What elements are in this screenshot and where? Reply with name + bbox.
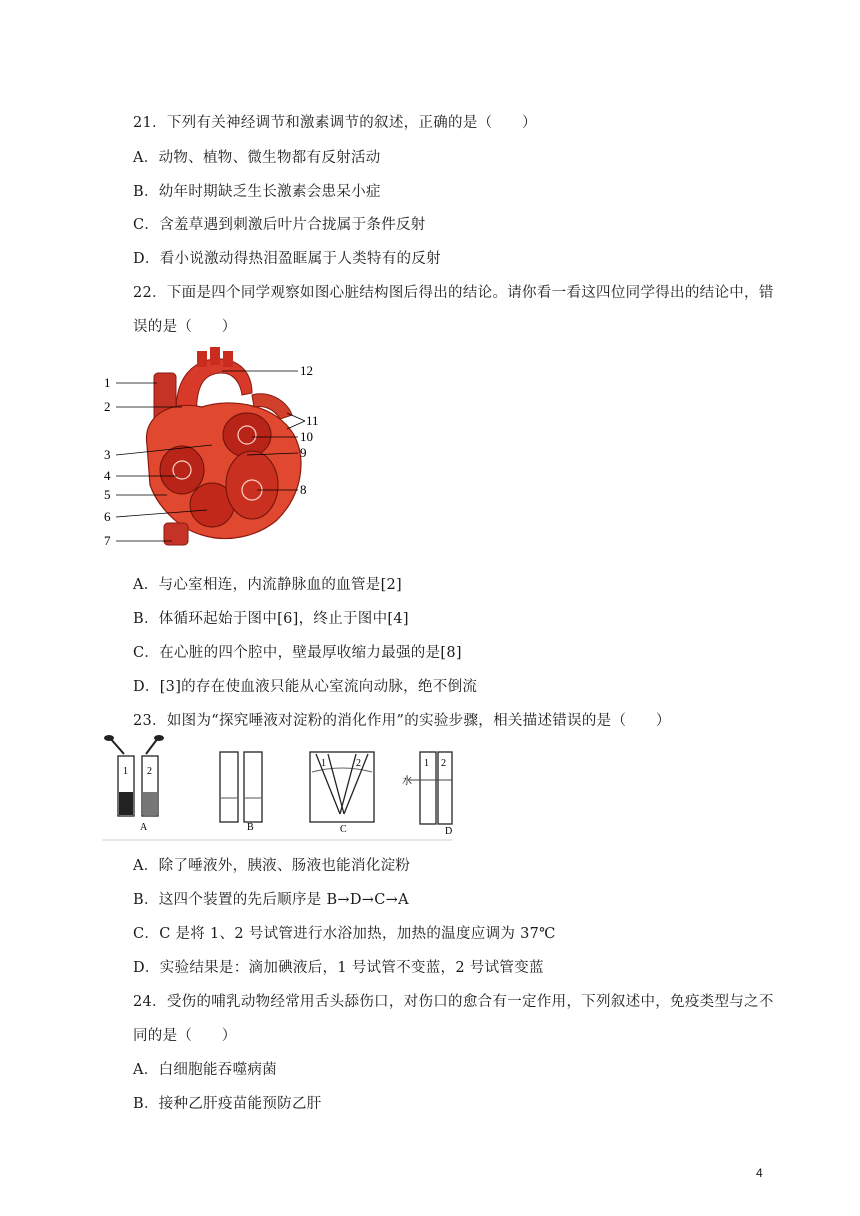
tube-label-d2: 2 — [441, 758, 446, 769]
tube-label-d1: 1 — [424, 758, 429, 769]
heart-label-5: 5 — [104, 487, 111, 502]
water-label: 水 — [402, 776, 412, 787]
q23-option-b: B．这四个装置的先后顺序是 B→D→C→A — [133, 892, 409, 908]
tube-label-a2: 2 — [147, 766, 152, 777]
q22-option-b: B．体循环起始于图中[6]，终止于图中[4] — [133, 611, 409, 627]
q22-option-c: C．在心脏的四个腔中，壁最厚收缩力最强的是[8] — [133, 645, 462, 661]
heart-diagram — [102, 345, 324, 553]
q22-option-a: A．与心室相连，内流静脉血的血管是[2] — [133, 577, 403, 593]
heart-label-3: 3 — [104, 447, 111, 462]
q24-stem-line1: 24．受伤的哺乳动物经常用舌头舔伤口，对伤口的愈合有一定作用，下列叙述中，免疫类型与之不 — [133, 994, 774, 1010]
heart-label-4: 4 — [104, 468, 111, 483]
setup-label-d: D — [445, 826, 453, 837]
q24-stem-line2: 同的是（ ） — [133, 1028, 237, 1044]
q21-option-b: B．幼年时期缺乏生长激素会患呆小症 — [133, 184, 381, 200]
q22-option-d: D．[3]的存在使血液只能从心室流向动脉，绝不倒流 — [133, 679, 478, 695]
heart-label-12: 12 — [300, 363, 313, 378]
q24-option-a: A．白细胞能吞噬病菌 — [133, 1062, 277, 1078]
q23-stem: 23．如图为“探究唾液对淀粉的消化作用”的实验步骤，相关描述错误的是（ ） — [133, 713, 671, 729]
heart-label-11: 11 — [306, 413, 319, 428]
heart-label-9: 9 — [300, 445, 307, 460]
heart-label-7: 7 — [104, 533, 111, 548]
heart-label-2: 2 — [104, 399, 111, 414]
q22-stem-line2: 误的是（ ） — [133, 319, 237, 335]
heart-label-1: 1 — [104, 375, 111, 390]
heart-label-10: 10 — [300, 429, 313, 444]
q21-option-d: D．看小说激动得热泪盈眶属于人类特有的反射 — [133, 251, 441, 267]
q23-option-a: A．除了唾液外，胰液、肠液也能消化淀粉 — [133, 858, 411, 874]
q23-option-c: C．C 是将 1、2 号试管进行水浴加热，加热的温度应调为 37℃ — [133, 926, 556, 942]
q21-option-c: C．含羞草遇到刺激后叶片合拢属于条件反射 — [133, 217, 426, 233]
tube-label-c2: 2 — [356, 758, 361, 769]
q22-stem-line1: 22．下面是四个同学观察如图心脏结构图后得出的结论。请你看一看这四位同学得出的结论中，错 — [133, 285, 774, 301]
experiment-figure — [102, 734, 454, 842]
q21-stem: 21．下列有关神经调节和激素调节的叙述，正确的是（ ） — [133, 115, 537, 131]
q21-option-a: A．动物、植物、微生物都有反射活动 — [133, 150, 381, 166]
page-number: 4 — [756, 1166, 763, 1180]
setup-label-b: B — [247, 822, 254, 833]
setup-label-a: A — [140, 822, 148, 833]
q23-option-d: D．实验结果是：滴加碘液后，1 号试管不变蓝，2 号试管变蓝 — [133, 960, 544, 976]
setup-label-c: C — [340, 824, 347, 835]
tube-label-c1: 1 — [321, 758, 326, 769]
heart-label-6: 6 — [104, 509, 111, 524]
heart-label-8: 8 — [300, 482, 307, 497]
q24-option-b: B．接种乙肝疫苗能预防乙肝 — [133, 1096, 322, 1112]
tube-label-a1: 1 — [123, 766, 128, 777]
